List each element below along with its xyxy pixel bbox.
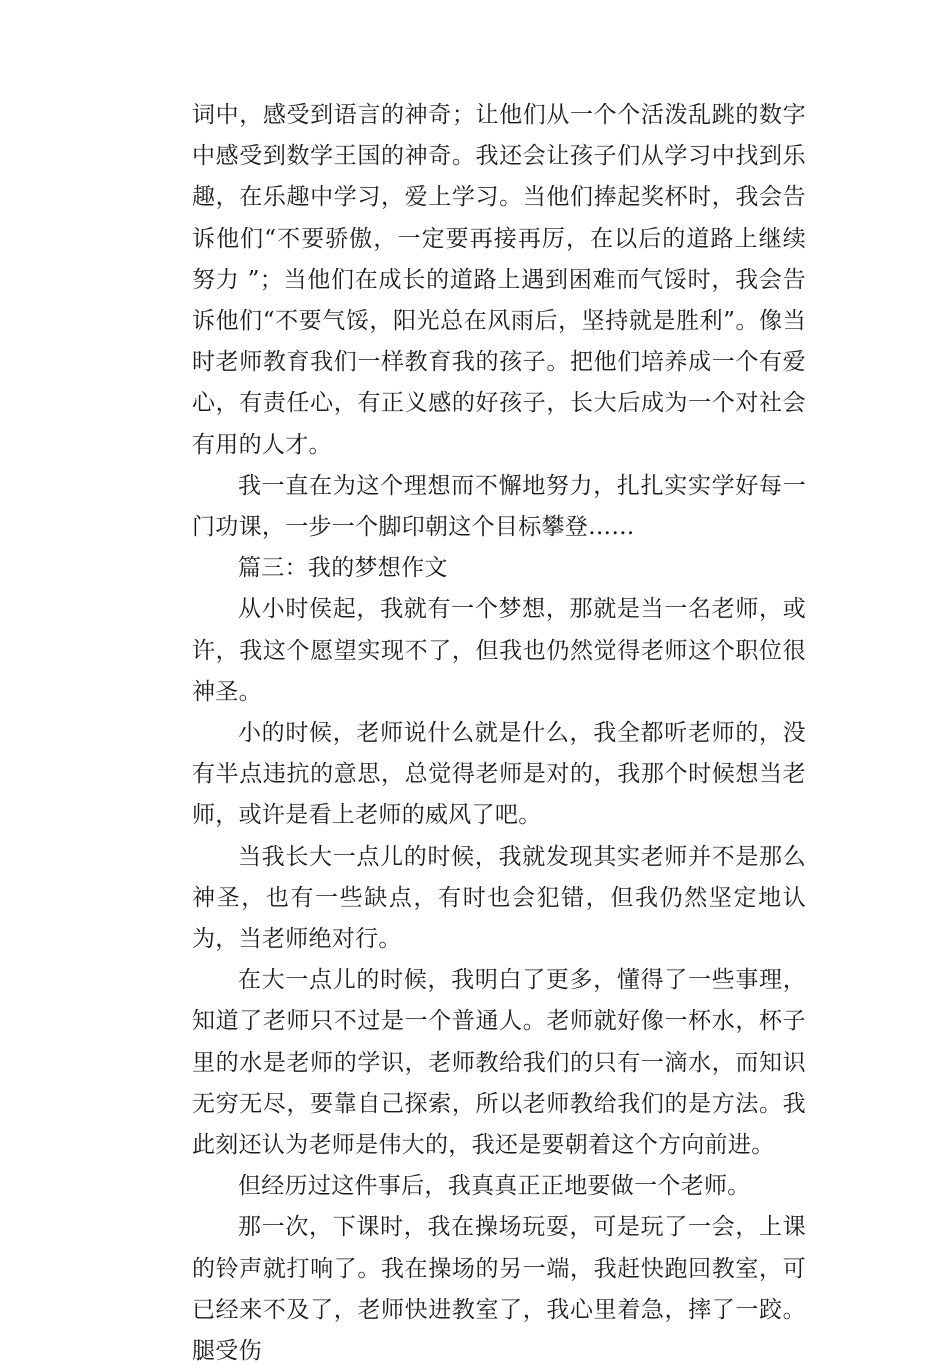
paragraph-7: 但经历过这件事后，我真真正正地要做一个老师。: [238, 1173, 751, 1200]
paragraph-6: 在大一点儿的时候，我明白了更多，懂得了一些事理，知道了老师只不过是一个普通人。老师就好像一杯水，杯子里的水是老师的学识，老师教给我们的只有一滴水，而知识无穷无尽，要靠自己探索，所以老师教给我们的是方法。我此刻还认为老师是伟大的，我还是要朝着这个方向前进。: [192, 967, 806, 1159]
paragraph-4: 小的时候，老师说什么就是什么，我全都听老师的，没有半点违抗的意思，总觉得老师是对的，我那个时候想当老师，或许是看上老师的威风了吧。: [192, 720, 806, 829]
paragraph-8: 那一次，下课时，我在操场玩耍，可是玩了一会，上课的铃声就打响了。我在操场的另一端，我赶快跑回教室，可已经来不及了，老师快进教室了，我心里着急，摔了一跤。腿受伤: [192, 1214, 806, 1365]
section-heading: 篇三：我的梦想作文: [238, 555, 448, 582]
document-body: [192, 95, 806, 1372]
paragraph-5: 当我长大一点儿的时候，我就发现其实老师并不是那么神圣，也有一些缺点，有时也会犯错，但我仍然坚定地认为，当老师绝对行。: [192, 843, 806, 953]
paragraph-3: 从小时侯起，我就有一个梦想，那就是当一名老师，或许，我这个愿望实现不了，但我也仍然觉得老师这个职位很神圣。: [192, 596, 806, 705]
paragraph-1: 词中，感受到语言的神奇；让他们从一个个活泼乱跳的数字中感受到数学王国的神奇。我还会让孩子们从学习中找到乐趣，在乐趣中学习，爱上学习。当他们捧起奖杯时，我会告诉他们“不要骄傲，一定要再接再厉，在以后的道路上继续努力 ”；当他们在成长的道路上遇到困难而气馁时，我会告诉他们“不要气馁，阳光总在风雨后，坚持就是胜利”。像当时老师教育我们一样教育我的孩子。把他们培养成一个有爱心，有责任心，有正义感的好孩子，长大后成为一个对社会有用的人才。: [192, 102, 806, 458]
paragraph-2: 我一直在为这个理想而不懈地努力，扎扎实实学好每一门功课，一步一个脚印朝这个目标攀登……: [192, 472, 806, 541]
